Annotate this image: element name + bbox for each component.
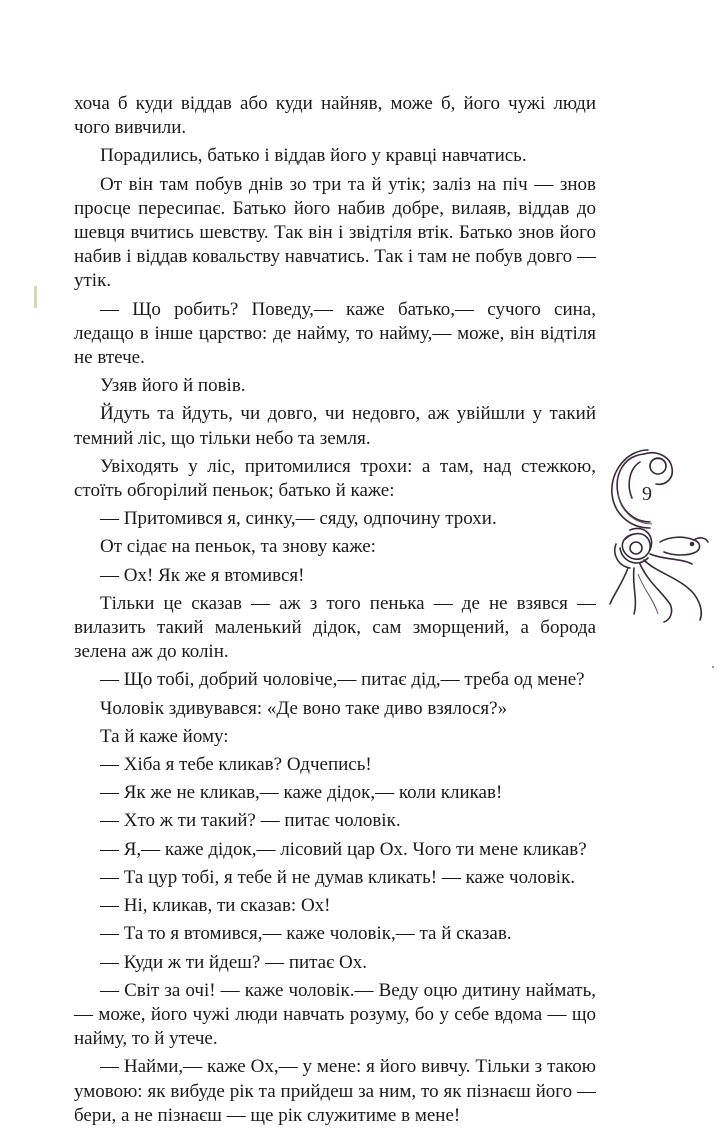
paragraph: — Що тобі, добрий чоловіче,— питає дід,— треба од мене? — [100, 669, 585, 691]
paragraph: — Найми,— каже Ох,— у мене: я його вивчу. Тільки з такою умовою: як вибуде рік та прийдеш за ним, то як пізнаєш його — бери, а не пізнаєш — ще рік служитиме в мене! — [74, 1056, 596, 1126]
paragraph: Чоловік здивувався: «Де воно таке диво взялося?» — [100, 697, 508, 719]
paragraph: — Та цур тобі, я тебе й не думав кликать! — каже чоловік. — [100, 866, 576, 888]
paragraph: — Та то я втомився,— каже чоловік,— та й сказав. — [100, 923, 512, 945]
paragraph: Тільки це сказав — аж з того пенька — де не взявся — вилазить такий маленький дідок, сам зморщений, а борода зелена аж до колін. — [74, 592, 596, 663]
paragraph: От сідає на пеньок, та знову каже: — [100, 536, 376, 558]
paragraph: — Я,— каже дідок,— лісовий цар Ох. Чого ти мене кликав? — [100, 838, 587, 860]
paragraph: Та й каже йому: — [100, 725, 229, 747]
paragraph: — Ох! Як же я втомився! — [100, 564, 305, 586]
paragraph: — Як же не кликав,— каже дідок,— коли кликав! — [100, 782, 503, 804]
paragraph: — Хто ж ти такий? — питає чоловік. — [100, 810, 401, 832]
margin-dot — [712, 666, 714, 668]
paragraph: Увіходять у ліс, притомилися трохи: а там, над стежкою, стоїть обгорілий пеньок; батько й каже: — [74, 455, 596, 502]
paragraph: Йдуть та йдуть, чи довго, чи недовго, аж увійшли у такий темний ліс, що тільки небо та земля. — [74, 403, 596, 449]
paragraph: хоча б куди віддав або куди найняв, може б, його чужі люди чого вивчили. — [74, 93, 596, 139]
paragraph: — Хіба я тебе кликав? Одчепись! — [100, 754, 372, 776]
body-text — [74, 92, 596, 1128]
paragraph: — Притомився я, синку,— сяду, одпочину трохи. — [100, 508, 497, 530]
paragraph: — Куди ж ти йдеш? — питає Ох. — [100, 951, 367, 973]
page-number: 9 — [642, 483, 652, 505]
paragraph: Узяв його й повів. — [100, 375, 246, 397]
paragraph: — Світ за очі! — каже чоловік.— Веду оцю дитину наймать,— може, його чужі люди навчать розуму, бо у себе вдома — що найму, то й утече. — [74, 979, 596, 1050]
paragraph: — Що робить? Поведу,— каже батько,— сучого сина, ледащо в інше царство: де найму, то найму,— може, він відтіля не втече. — [74, 298, 596, 369]
paragraph: — Ні, кликав, ти сказав: Ох! — [100, 895, 331, 917]
paragraph: От він там побув днів зо три та й утік; заліз на піч — знов просце пересипає. Батько його набив добре, вилаяв, віддав до шевця вчитись шевству. Так він і звідтіля втік. Батько знов його набив і віддав ковальству навчатись. Так і там не побув довго — утік. — [74, 173, 596, 292]
celtic-knot-ornament-icon — [604, 444, 724, 634]
margin-smudge — [34, 286, 37, 308]
paragraph: Порадились, батько і віддав його у кравці навчатись. — [100, 145, 527, 167]
